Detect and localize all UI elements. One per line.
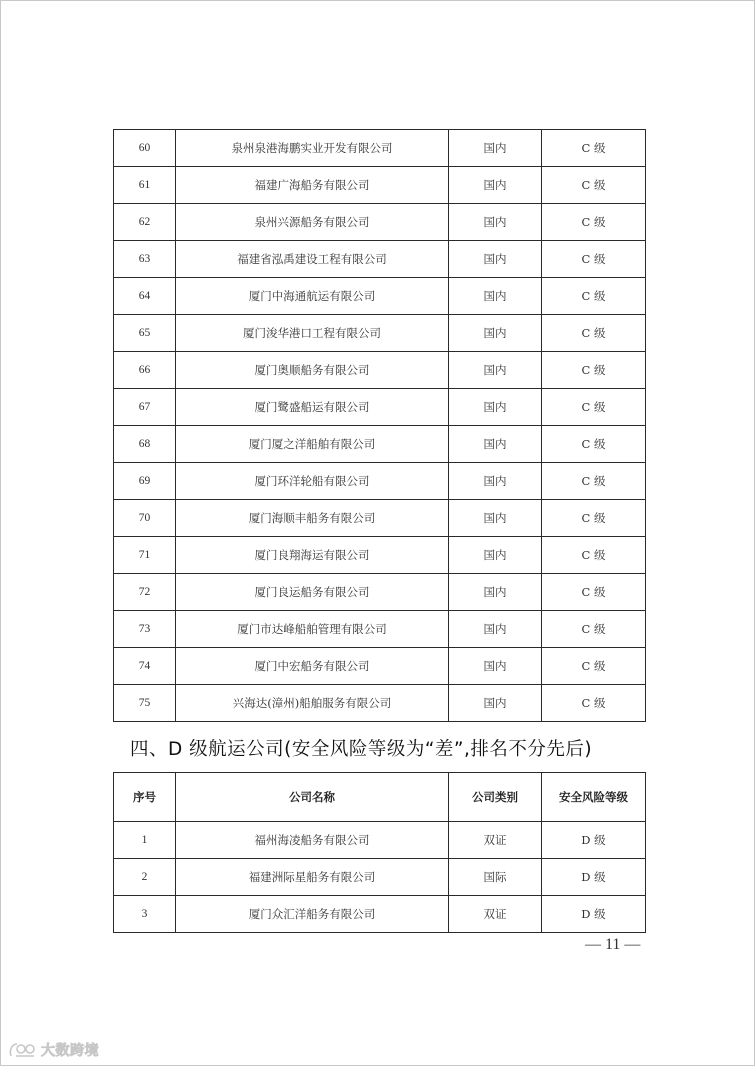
cell-company-type: 国内	[449, 241, 542, 278]
cell-risk-level: D 级	[542, 859, 646, 896]
table-row	[114, 130, 646, 167]
cell-company-name: 厦门浚华港口工程有限公司	[176, 315, 449, 352]
cell-company-name: 泉州兴源船务有限公司	[176, 204, 449, 241]
cell-serial-no: 74	[114, 648, 176, 685]
cell-company-name: 兴海达(漳州)船舶服务有限公司	[176, 685, 449, 722]
cell-serial-no: 64	[114, 278, 176, 315]
cell-company-type: 国际	[449, 859, 542, 896]
cell-company-type: 国内	[449, 537, 542, 574]
cell-company-type: 国内	[449, 611, 542, 648]
table-row	[114, 574, 646, 611]
header-company-type: 公司类别	[449, 773, 542, 822]
table-row	[114, 611, 646, 648]
header-serial-no: 序号	[114, 773, 176, 822]
cell-risk-level: C 级	[542, 389, 646, 426]
cell-company-name: 厦门环洋轮船有限公司	[176, 463, 449, 500]
table-row	[114, 204, 646, 241]
table-row	[114, 241, 646, 278]
cell-risk-level: C 级	[542, 241, 646, 278]
cell-risk-level: D 级	[542, 896, 646, 933]
table-row	[114, 389, 646, 426]
table-row	[114, 648, 646, 685]
cell-company-type: 双证	[449, 822, 542, 859]
page-number: — 11 —	[585, 936, 641, 953]
logo-icon	[8, 1041, 38, 1059]
cell-risk-level: C 级	[542, 426, 646, 463]
cell-company-type: 国内	[449, 426, 542, 463]
cell-company-name: 厦门众汇洋船务有限公司	[176, 896, 449, 933]
cell-company-type: 国内	[449, 167, 542, 204]
cell-company-name: 厦门海顺丰船务有限公司	[176, 500, 449, 537]
cell-risk-level: C 级	[542, 130, 646, 167]
table-row	[114, 859, 646, 896]
cell-company-name: 福建洲际星船务有限公司	[176, 859, 449, 896]
cell-company-name: 福州海凌船务有限公司	[176, 822, 449, 859]
cell-risk-level: C 级	[542, 463, 646, 500]
cell-risk-level: C 级	[542, 278, 646, 315]
cell-company-type: 国内	[449, 315, 542, 352]
table-row	[114, 537, 646, 574]
cell-serial-no: 65	[114, 315, 176, 352]
cell-company-type: 国内	[449, 204, 542, 241]
cell-company-type: 国内	[449, 648, 542, 685]
cell-company-type: 国内	[449, 352, 542, 389]
cell-company-type: 国内	[449, 389, 542, 426]
table-row	[114, 167, 646, 204]
cell-company-name: 厦门良翔海运有限公司	[176, 537, 449, 574]
table-row	[114, 315, 646, 352]
table-row	[114, 685, 646, 722]
cell-serial-no: 73	[114, 611, 176, 648]
table-row	[114, 500, 646, 537]
d-grade-table	[113, 772, 646, 933]
cell-company-type: 国内	[449, 500, 542, 537]
cell-company-name: 厦门中海通航运有限公司	[176, 278, 449, 315]
cell-risk-level: C 级	[542, 611, 646, 648]
cell-serial-no: 75	[114, 685, 176, 722]
cell-serial-no: 61	[114, 167, 176, 204]
header-risk-level: 安全风险等级	[542, 773, 646, 822]
header-company-name: 公司名称	[176, 773, 449, 822]
cell-company-name: 厦门奥顺船务有限公司	[176, 352, 449, 389]
cell-serial-no: 70	[114, 500, 176, 537]
cell-serial-no: 66	[114, 352, 176, 389]
cell-company-type: 国内	[449, 278, 542, 315]
cell-serial-no: 1	[114, 822, 176, 859]
c-grade-table-continued	[113, 129, 646, 722]
cell-serial-no: 72	[114, 574, 176, 611]
cell-company-name: 厦门厦之洋船舶有限公司	[176, 426, 449, 463]
cell-company-type: 国内	[449, 685, 542, 722]
cell-risk-level: C 级	[542, 685, 646, 722]
cell-risk-level: C 级	[542, 574, 646, 611]
cell-risk-level: C 级	[542, 167, 646, 204]
cell-risk-level: C 级	[542, 537, 646, 574]
cell-company-name: 福建省泓禹建设工程有限公司	[176, 241, 449, 278]
watermark	[8, 1040, 99, 1060]
table-row	[114, 463, 646, 500]
table-row	[114, 896, 646, 933]
cell-company-type: 国内	[449, 574, 542, 611]
cell-company-type: 国内	[449, 130, 542, 167]
table-row	[114, 822, 646, 859]
cell-serial-no: 63	[114, 241, 176, 278]
table-row	[114, 278, 646, 315]
cell-company-name: 福建广海船务有限公司	[176, 167, 449, 204]
watermark-text: 大数跨境	[41, 1043, 99, 1059]
cell-risk-level: C 级	[542, 648, 646, 685]
cell-company-type: 国内	[449, 463, 542, 500]
cell-serial-no: 60	[114, 130, 176, 167]
cell-risk-level: D 级	[542, 822, 646, 859]
cell-company-name: 厦门中宏船务有限公司	[176, 648, 449, 685]
cell-company-type: 双证	[449, 896, 542, 933]
section-d-heading: 四、D 级航运公司(安全风险等级为“差”,排名不分先后)	[130, 739, 593, 760]
cell-serial-no: 67	[114, 389, 176, 426]
cell-company-name: 泉州泉港海鹏实业开发有限公司	[176, 130, 449, 167]
cell-company-name: 厦门鹭盛船运有限公司	[176, 389, 449, 426]
table-row	[114, 426, 646, 463]
cell-serial-no: 2	[114, 859, 176, 896]
cell-risk-level: C 级	[542, 500, 646, 537]
cell-risk-level: C 级	[542, 204, 646, 241]
table-header-row	[114, 773, 646, 822]
cell-serial-no: 3	[114, 896, 176, 933]
table-row	[114, 352, 646, 389]
cell-risk-level: C 级	[542, 315, 646, 352]
cell-company-name: 厦门良运船务有限公司	[176, 574, 449, 611]
cell-company-name: 厦门市达峰船舶管理有限公司	[176, 611, 449, 648]
cell-serial-no: 71	[114, 537, 176, 574]
cell-risk-level: C 级	[542, 352, 646, 389]
cell-serial-no: 69	[114, 463, 176, 500]
cell-serial-no: 68	[114, 426, 176, 463]
cell-serial-no: 62	[114, 204, 176, 241]
